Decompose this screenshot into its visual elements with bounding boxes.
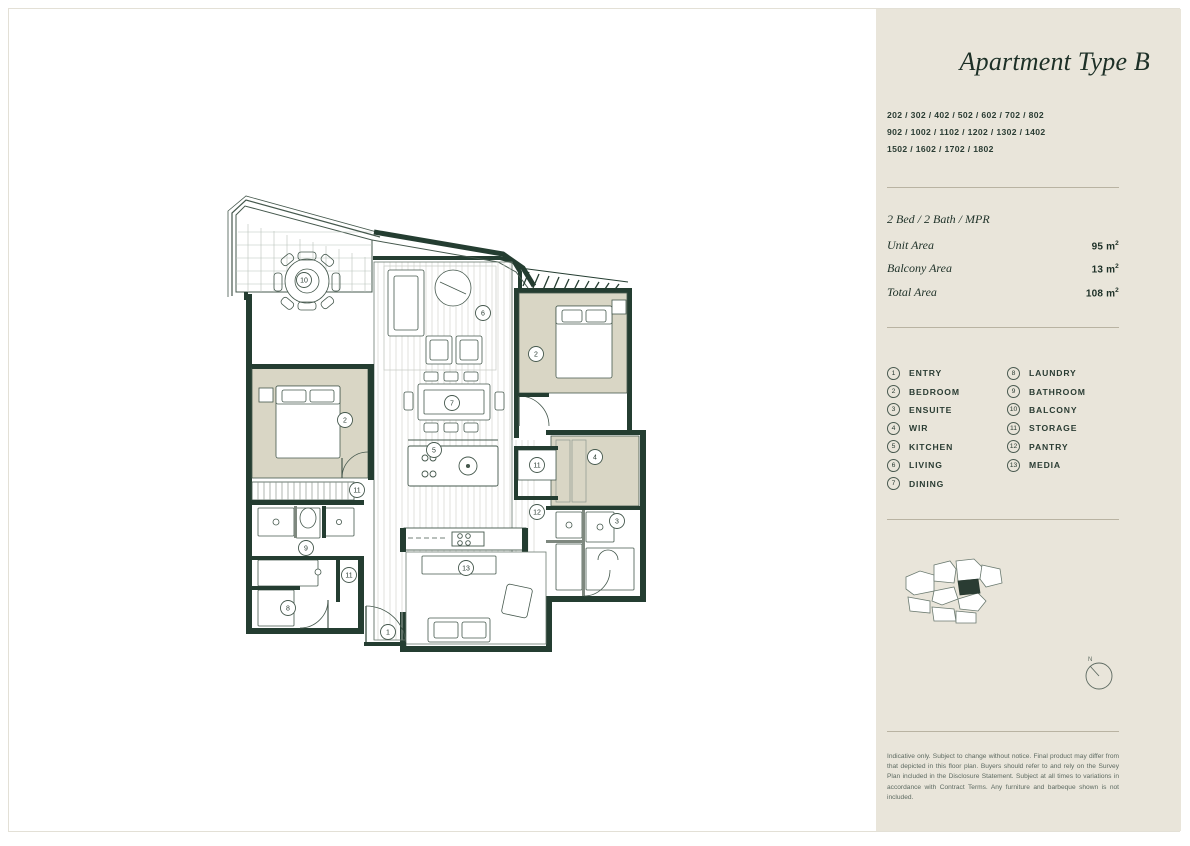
legend-item <box>887 438 1007 456</box>
legend-label: BATHROOM <box>1029 386 1086 397</box>
unit-area-value: 95 $m^2$ <box>1091 239 1119 252</box>
legend-label: WIR <box>909 423 929 434</box>
divider <box>887 731 1119 732</box>
legend-number-badge: 3 <box>887 403 900 416</box>
unit-area-row <box>887 238 1119 253</box>
legend-item <box>1007 364 1127 382</box>
info-panel <box>876 9 1181 831</box>
plan-room-marker-label: 9 <box>304 545 308 553</box>
total-area-value: 108 $m^2$ <box>1085 286 1119 299</box>
plan-room-marker-label: 4 <box>593 454 597 462</box>
legend-number-badge: 10 <box>1007 403 1020 416</box>
legend-number-badge: 12 <box>1007 440 1020 453</box>
configuration-label: 2 Bed / 2 Bath / MPR <box>887 212 990 226</box>
plan-room-marker-label: 12 <box>533 509 541 517</box>
unit-number-row: 902 / 1002 / 1102 / 1202 / 1302 / 1402 <box>887 127 1046 137</box>
legend-item <box>1007 456 1127 474</box>
balcony-area-value: 13 $m^2$ <box>1091 262 1119 275</box>
legend-label: MEDIA <box>1029 460 1061 471</box>
legend-label: BEDROOM <box>909 386 960 397</box>
legend-label: LAUNDRY <box>1029 368 1077 379</box>
total-area-row <box>887 285 1119 300</box>
compass-north-label: N <box>1088 657 1093 663</box>
legend-number-badge: 2 <box>887 385 900 398</box>
legend-number-badge: 1 <box>887 367 900 380</box>
unit-number-list <box>887 107 1119 158</box>
plan-room-marker-label: 1 <box>386 629 390 637</box>
disclaimer-text: Indicative only. Subject to change without notice. Final product may differ from that depicted in this floor plan. Buyers should refer to and rely on the Survey Plan included in the Disclosure Statement. Subject at all times to variations in accordance with Contract Terms. Any furniture and barbeque shown is not included. <box>887 753 1119 801</box>
unit-area-label: Unit Area <box>887 238 934 252</box>
legend-number-badge: 4 <box>887 422 900 435</box>
compass <box>1073 649 1119 695</box>
plan-room-marker-label: 11 <box>353 487 361 495</box>
divider <box>887 187 1119 188</box>
legend-number-badge: 7 <box>887 477 900 490</box>
plan-room-marker-label: 6 <box>481 310 485 318</box>
legend-item <box>887 474 1007 492</box>
legend-item <box>887 364 1007 382</box>
legend-number-badge: 5 <box>887 440 900 453</box>
legend-label: STORAGE <box>1029 423 1078 434</box>
plan-room-marker-label: 2 <box>534 351 538 359</box>
legend-item <box>887 382 1007 400</box>
legend-number-badge: 6 <box>887 459 900 472</box>
plan-room-marker-label: 7 <box>450 400 454 408</box>
plan-room-marker-label: 3 <box>615 518 619 526</box>
legend-item <box>1007 401 1127 419</box>
legend-number-badge: 8 <box>1007 367 1020 380</box>
legend-label: PANTRY <box>1029 441 1069 452</box>
plan-room-marker-label: 11 <box>345 572 353 580</box>
key-plan <box>886 549 1016 629</box>
balcony-area-row <box>887 261 1119 276</box>
plan-room-marker-label: 5 <box>432 447 436 455</box>
legend-number-badge: 9 <box>1007 385 1020 398</box>
plan-room-marker-label: 2 <box>343 417 347 425</box>
legend-number-badge: 13 <box>1007 459 1020 472</box>
divider <box>887 519 1119 520</box>
unit-number-row: 1502 / 1602 / 1702 / 1802 <box>887 144 994 154</box>
legend-item <box>1007 438 1127 456</box>
legend-number-badge: 11 <box>1007 422 1020 435</box>
plan-room-marker-label: 8 <box>286 605 290 613</box>
legend-item <box>887 419 1007 437</box>
legend-label: BALCONY <box>1029 404 1078 415</box>
balcony-area-label: Balcony Area <box>887 261 952 275</box>
legend <box>887 364 1127 493</box>
legend-item <box>1007 382 1127 400</box>
legend-label: LIVING <box>909 460 943 471</box>
plan-room-marker-label: 11 <box>533 462 541 470</box>
unit-number-row: 202 / 302 / 402 / 502 / 602 / 702 / 802 <box>887 110 1044 120</box>
legend-item <box>1007 419 1127 437</box>
total-area-label: Total Area <box>887 285 937 299</box>
legend-label: KITCHEN <box>909 441 954 452</box>
legend-label: ENSUITE <box>909 404 953 415</box>
legend-item <box>887 456 1007 474</box>
plan-room-marker-label: 10 <box>300 277 308 285</box>
legend-column-left <box>887 364 1007 493</box>
legend-column-right <box>1007 364 1127 493</box>
legend-label: ENTRY <box>909 368 943 379</box>
divider <box>887 327 1119 328</box>
page-title: Apartment Type B <box>959 47 1150 76</box>
legend-label: DINING <box>909 478 945 489</box>
plan-room-marker-label: 13 <box>462 565 470 573</box>
legend-item <box>887 401 1007 419</box>
